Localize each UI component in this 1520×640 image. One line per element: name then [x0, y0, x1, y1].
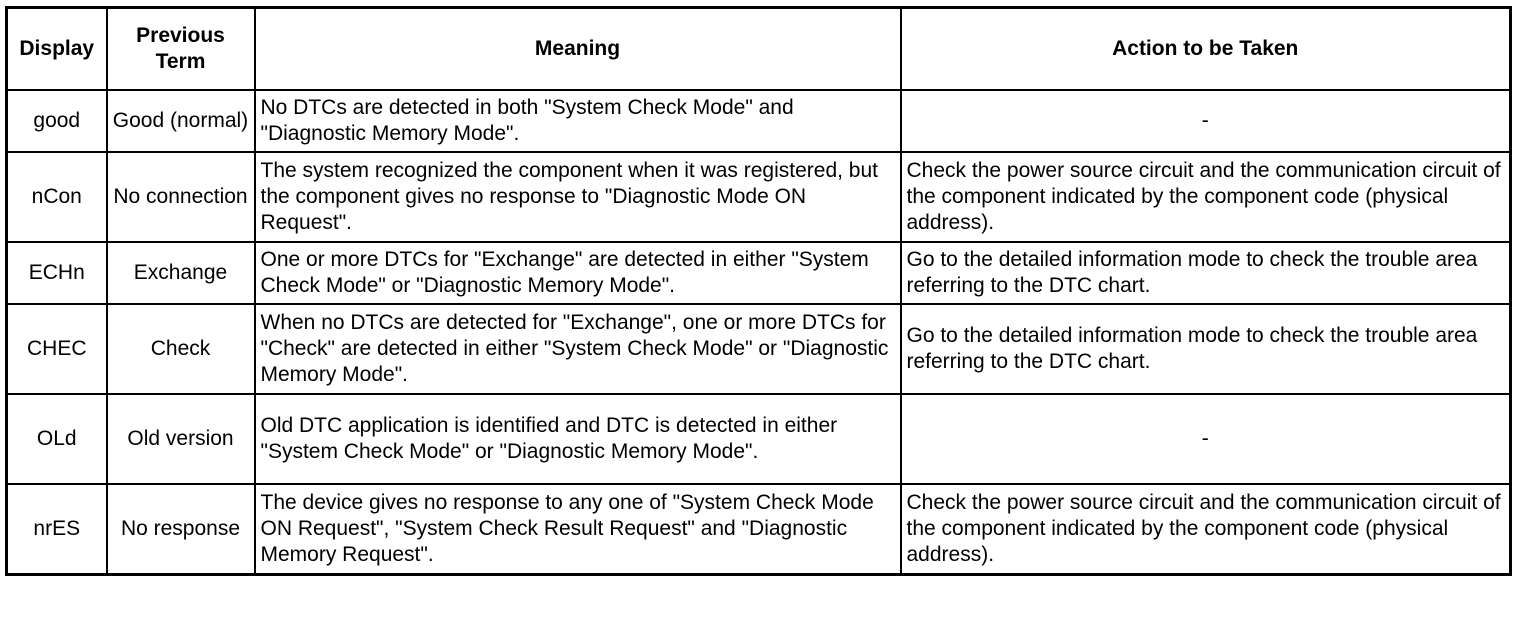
meaning-text: When no DTCs are detected for "Exchange", one or more DTCs for "Check" are detected in either "System Check Mode" or "Diagnostic Memory Mode".	[255, 304, 901, 394]
dtc-display-table	[5, 6, 1512, 576]
action-text: Go to the detailed information mode to check the trouble area referring to the DTC chart.	[901, 242, 1511, 304]
action-text: Check the power source circuit and the communication circuit of the component indicated by the component code (physical address).	[901, 152, 1511, 242]
previous-term: Old version	[107, 394, 255, 484]
action-text: Go to the detailed information mode to check the trouble area referring to the DTC chart.	[901, 304, 1511, 394]
table-row	[7, 304, 1511, 394]
table-row	[7, 90, 1511, 152]
previous-term: No connection	[107, 152, 255, 242]
table-row	[7, 394, 1511, 484]
previous-term: No response	[107, 484, 255, 575]
header-display: Display	[7, 8, 107, 91]
previous-term: Good (normal)	[107, 90, 255, 152]
meaning-text: The system recognized the component when it was registered, but the component gives no response to "Diagnostic Mode ON Request".	[255, 152, 901, 242]
display-code: nCon	[7, 152, 107, 242]
header-row	[7, 8, 1511, 91]
display-code: OLd	[7, 394, 107, 484]
meaning-text: The device gives no response to any one of "System Check Mode ON Request", "System Check Result Request" and "Diagnostic Memory Request".	[255, 484, 901, 575]
display-code: CHEC	[7, 304, 107, 394]
header-meaning: Meaning	[255, 8, 901, 91]
action-text: Check the power source circuit and the communication circuit of the component indicated by the component code (physical address).	[901, 484, 1511, 575]
header-action: Action to be Taken	[901, 8, 1511, 91]
display-code: good	[7, 90, 107, 152]
display-code: ECHn	[7, 242, 107, 304]
table-row	[7, 152, 1511, 242]
table-row	[7, 484, 1511, 575]
display-code: nrES	[7, 484, 107, 575]
meaning-text: One or more DTCs for "Exchange" are detected in either "System Check Mode" or "Diagnostic Memory Mode".	[255, 242, 901, 304]
previous-term: Exchange	[107, 242, 255, 304]
header-previous-term: Previous Term	[107, 8, 255, 91]
previous-term: Check	[107, 304, 255, 394]
action-text: -	[901, 394, 1511, 484]
action-text: -	[901, 90, 1511, 152]
meaning-text: Old DTC application is identified and DTC is detected in either "System Check Mode" or "Diagnostic Memory Mode".	[255, 394, 901, 484]
table-row	[7, 242, 1511, 304]
meaning-text: No DTCs are detected in both "System Check Mode" and "Diagnostic Memory Mode".	[255, 90, 901, 152]
